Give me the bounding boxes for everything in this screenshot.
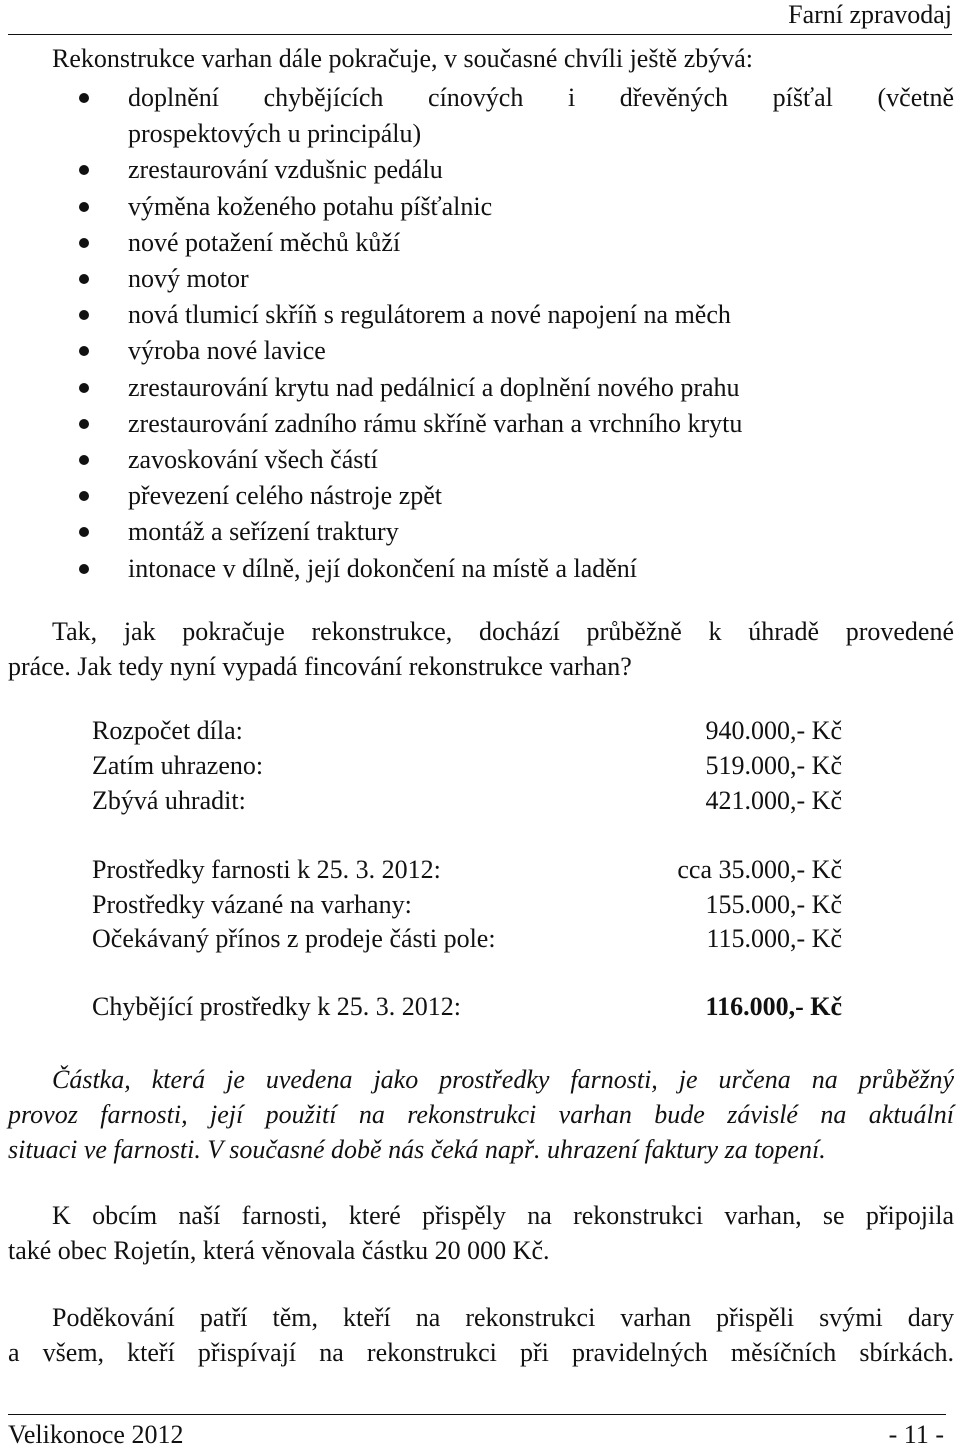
list-item: zrestaurování vzdušnic pedálu: [0, 152, 960, 188]
bullet-icon: [79, 383, 89, 393]
list-item: montáž a seřízení traktury: [0, 514, 960, 550]
thanks-paragraph: Poděkování patří těm, kteří na rekonstrukci varhan přispěli svými dary a všem, kteří přispívají na rekonstrukci při pravidelných měsíčních sbírkách.: [8, 1303, 954, 1367]
bullet-icon: [79, 346, 89, 356]
bullet-icon: [79, 564, 89, 574]
list-item: nová tlumicí skříň s regulátorem a nové napojení na měch: [0, 297, 960, 333]
bullet-icon: [79, 238, 89, 248]
budget-value: 940.000,- Kč: [705, 716, 842, 745]
bullet-icon: [79, 274, 89, 284]
list-item: zrestaurování zadního rámu skříně varhan a vrchního krytu: [0, 406, 960, 442]
list-item: zavoskování všech částí: [0, 442, 960, 478]
bullet-icon: [79, 310, 89, 320]
field-income-label: Očekávaný přínos z prodeje části pole:: [92, 924, 496, 953]
parish-funds-value: cca 35.000,- Kč: [677, 855, 842, 884]
remaining-value: 421.000,- Kč: [705, 786, 842, 815]
page-header-title: Farní zpravodaj: [788, 0, 952, 29]
missing-funds-label: Chybějící prostředky k 25. 3. 2012:: [92, 992, 462, 1021]
header-rule: [8, 34, 952, 35]
payment-paragraph: Tak, jak pokračuje rekonstrukce, dochází průběžně k úhradě provedené práce. Jak tedy nyní vypadá fincování rekonstrukce varhan?: [8, 617, 954, 681]
paid-label: Zatím uhrazeno:: [92, 751, 264, 780]
bullet-icon: [79, 419, 89, 429]
missing-funds-value: 116.000,- Kč: [705, 992, 842, 1021]
list-item: zrestaurování krytu nad pedálnicí a doplnění nového prahu: [0, 370, 960, 406]
list-item: převezení celého nástroje zpět: [0, 478, 960, 514]
parish-funds-label: Prostředky farnosti k 25. 3. 2012:: [92, 855, 441, 884]
list-item: výměna koženého potahu píšťalnic: [0, 189, 960, 225]
bullet-icon: [79, 527, 89, 537]
bullet-icon: [79, 165, 89, 175]
municipality-paragraph: K obcím naší farnosti, které přispěly na rekonstrukci varhan, se připojila také obec Rojetín, která věnovala částku 20 000 Kč.: [8, 1201, 954, 1265]
footer-issue: Velikonoce 2012: [8, 1420, 184, 1449]
note-paragraph: Částka, která je uvedena jako prostředky farnosti, je určena na průběžný provoz farnosti, její použití na rekonstrukci varhan bude závislé na aktuální situaci ve farnosti. V současné době nás čeká např. uhrazení faktury za topení.: [8, 1065, 954, 1164]
list-item: nový motor: [0, 261, 960, 297]
page-number: - 11 -: [888, 1420, 944, 1449]
field-income-value: 115.000,- Kč: [706, 924, 842, 953]
budget-label: Rozpočet díla:: [92, 716, 243, 745]
list-item: nové potažení měchů kůží: [0, 225, 960, 261]
list-item: intonace v dílně, její dokončení na místě a ladění: [0, 551, 960, 587]
bullet-icon: [79, 455, 89, 465]
bullet-icon: [79, 202, 89, 212]
list-item: doplnění chybějících cínových i dřevěných píšťal (včetně prospektových u principálu): [0, 80, 960, 152]
bullet-icon: [79, 491, 89, 501]
organ-funds-value: 155.000,- Kč: [705, 890, 842, 919]
intro-text: Rekonstrukce varhan dále pokračuje, v současné chvíli ještě zbývá:: [52, 44, 754, 73]
bullet-icon: [79, 93, 89, 103]
remaining-label: Zbývá uhradit:: [92, 786, 246, 815]
footer-rule: [8, 1414, 946, 1415]
organ-funds-label: Prostředky vázané na varhany:: [92, 890, 412, 919]
paid-value: 519.000,- Kč: [705, 751, 842, 780]
remaining-work-list: [0, 80, 960, 587]
list-item: výroba nové lavice: [0, 333, 960, 369]
